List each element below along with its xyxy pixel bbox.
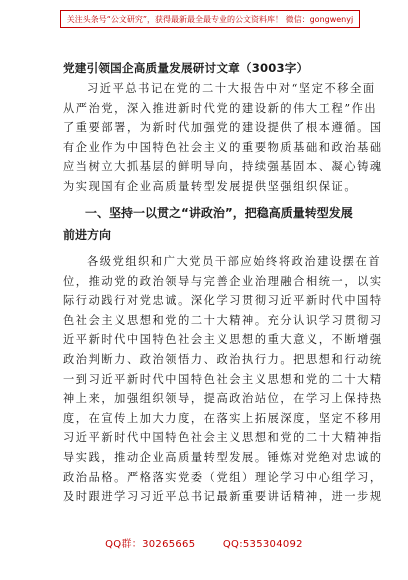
text-line: 色社会主义思想和党的二十大精神。充分认识学习贯彻习 xyxy=(63,313,383,327)
text-line: 导实践，推动企业高质量转型发展。锤炼对党绝对忠诚的 xyxy=(63,450,383,464)
text-line: 了重要部署，为新时代加强党的建设提供了根本遵循。国 xyxy=(63,121,383,135)
heading-line: 一、坚持一以贯之“讲政治”，把稳高质量转型发展 xyxy=(85,206,353,220)
header-banner: 关注头条号“公文研究”，获得最新最全最专业的公文资料库！ 微信：gongwenyj xyxy=(60,10,360,28)
text-line: 神上来，加强组织领导，提高政治站位，在学习上保持热 xyxy=(63,392,383,406)
footer-contact xyxy=(0,535,408,550)
text-line: 及时跟进学习习近平总书记最新重要讲话精神，进一步规 xyxy=(63,490,383,504)
text-line: 政治判断力、政治领悟力、政治执行力。把思想和行动统 xyxy=(63,352,383,366)
text-line: 应当树立大抓基层的鲜明导向，持续强基固本、凝心铸魂 xyxy=(63,160,383,174)
text-line: 习近平总书记在党的二十大报告中对“坚定不移全面 xyxy=(87,82,376,95)
text-line: 为实现国有企业高质量转型发展提供坚强组织保证。 xyxy=(63,179,358,193)
text-line: 一到习近平新时代中国特色社会主义思想和党的二十大精 xyxy=(63,372,383,386)
section-paragraph xyxy=(63,252,383,507)
text-line: 从严治党，深入推进新时代党的建设新的伟大工程”作出 xyxy=(63,101,378,115)
intro-paragraph xyxy=(63,79,383,197)
footer-qq-group: QQ群：30265665 xyxy=(105,539,196,550)
text-line: 位，推动党的政治领导与完善企业治理融合相统一，以实 xyxy=(63,274,383,288)
text-line: 各级党组织和广大党员干部应始终将政治建设摆在首 xyxy=(87,255,382,268)
section-heading xyxy=(63,202,353,246)
text-line: 近平新时代中国特色社会主义思想的重大意义，不断增强 xyxy=(63,333,383,347)
text-line: 有企业作为中国特色社会主义的重要物质基础和政治基础 xyxy=(63,140,383,154)
footer-qq: QQ:535304092 xyxy=(222,539,303,550)
text-line: 度，在宣传上加大力度，在落实上拓展深度，坚定不移用 xyxy=(63,411,383,425)
text-line: 习近平新时代中国特色社会主义思想和党的二十大精神指 xyxy=(63,431,383,445)
document-title: 党建引领国企高质量发展研讨文章（3003字） xyxy=(63,61,309,75)
heading-line: 前进方向 xyxy=(63,228,112,242)
text-line: 际行动践行对党忠诚。深化学习贯彻习近平新时代中国特 xyxy=(63,294,383,308)
text-line: 政治品格。严格落实党委（党组）理论学习中心组学习， xyxy=(63,470,383,484)
